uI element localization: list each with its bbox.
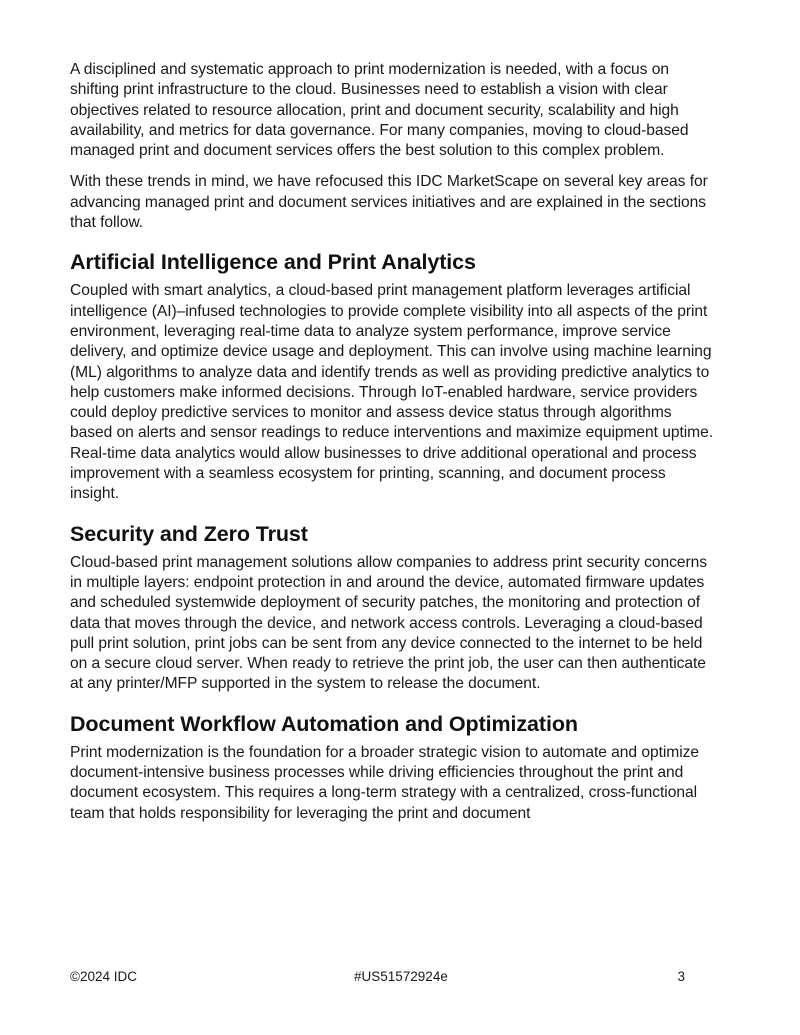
- section-body-workflow: Print modernization is the foundation for a broader strategic vision to automate and optimize document-intensive business processes while driving efficiencies throughout the print and document ecosystem. This requires a long-term strategy with a centralized, cross-functional team that holds responsibility for leveraging the print and document: [70, 743, 699, 822]
- footer-document-id: #US51572924e: [354, 969, 448, 984]
- page-footer: [70, 968, 685, 986]
- section-body-ai-analytics: Coupled with smart analytics, a cloud-based print management platform leverages artificial intelligence (AI)–infused technologies to provide complete visibility into all aspects of the print environment, leveraging real-time data to analyze system performance, improve service delivery, and optimize device usage and deployment. This can involve using machine learning (ML) algorithms to analyze data and identify trends as well as providing predictive analytics to help customers make informed decisions. Through IoT-enabled hardware, service providers could deploy predictive services to monitor and assess device status through algorithms based on alerts and sensor readings to reduce interventions and maximize equipment uptime. Real-time data analytics would allow businesses to drive additional operational and process improvement with a seamless ecosystem for printing, scanning, and document process insight.: [70, 282, 714, 503]
- intro-paragraph-2: With these trends in mind, we have refocused this IDC MarketScape on several key areas for advancing managed print and document services initiatives and are explained in the sections that follow.: [70, 173, 708, 232]
- section-heading-security: Security and Zero Trust: [70, 521, 308, 546]
- document-page: [70, 60, 715, 835]
- section-heading-workflow: Document Workflow Automation and Optimization: [70, 711, 578, 736]
- intro-paragraph-1: A disciplined and systematic approach to print modernization is needed, with a focus on shifting print infrastructure to the cloud. Businesses need to establish a vision with clear objectives related to resource allocation, print and document security, scalability and high availability, and metrics for data governance. For many companies, moving to cloud-based managed print and document services offers the best solution to this complex problem.: [70, 61, 689, 160]
- section-heading-ai-analytics: Artificial Intelligence and Print Analytics: [70, 250, 476, 275]
- footer-page-number: 3: [677, 969, 685, 984]
- footer-copyright: ©2024 IDC: [70, 969, 137, 984]
- section-body-security: Cloud-based print management solutions allow companies to address print security concerns in multiple layers: endpoint protection in and around the device, automated firmware updates and scheduled systemwide deployment of security patches, the monitoring and protection of data that moves through the device, and network access controls. Leveraging a cloud-based pull print solution, print jobs can be sent from any device connected to the internet to be held on a secure cloud server. When ready to retrieve the print job, the user can then authenticate at any printer/MFP supported in the system to release the document.: [70, 553, 707, 693]
